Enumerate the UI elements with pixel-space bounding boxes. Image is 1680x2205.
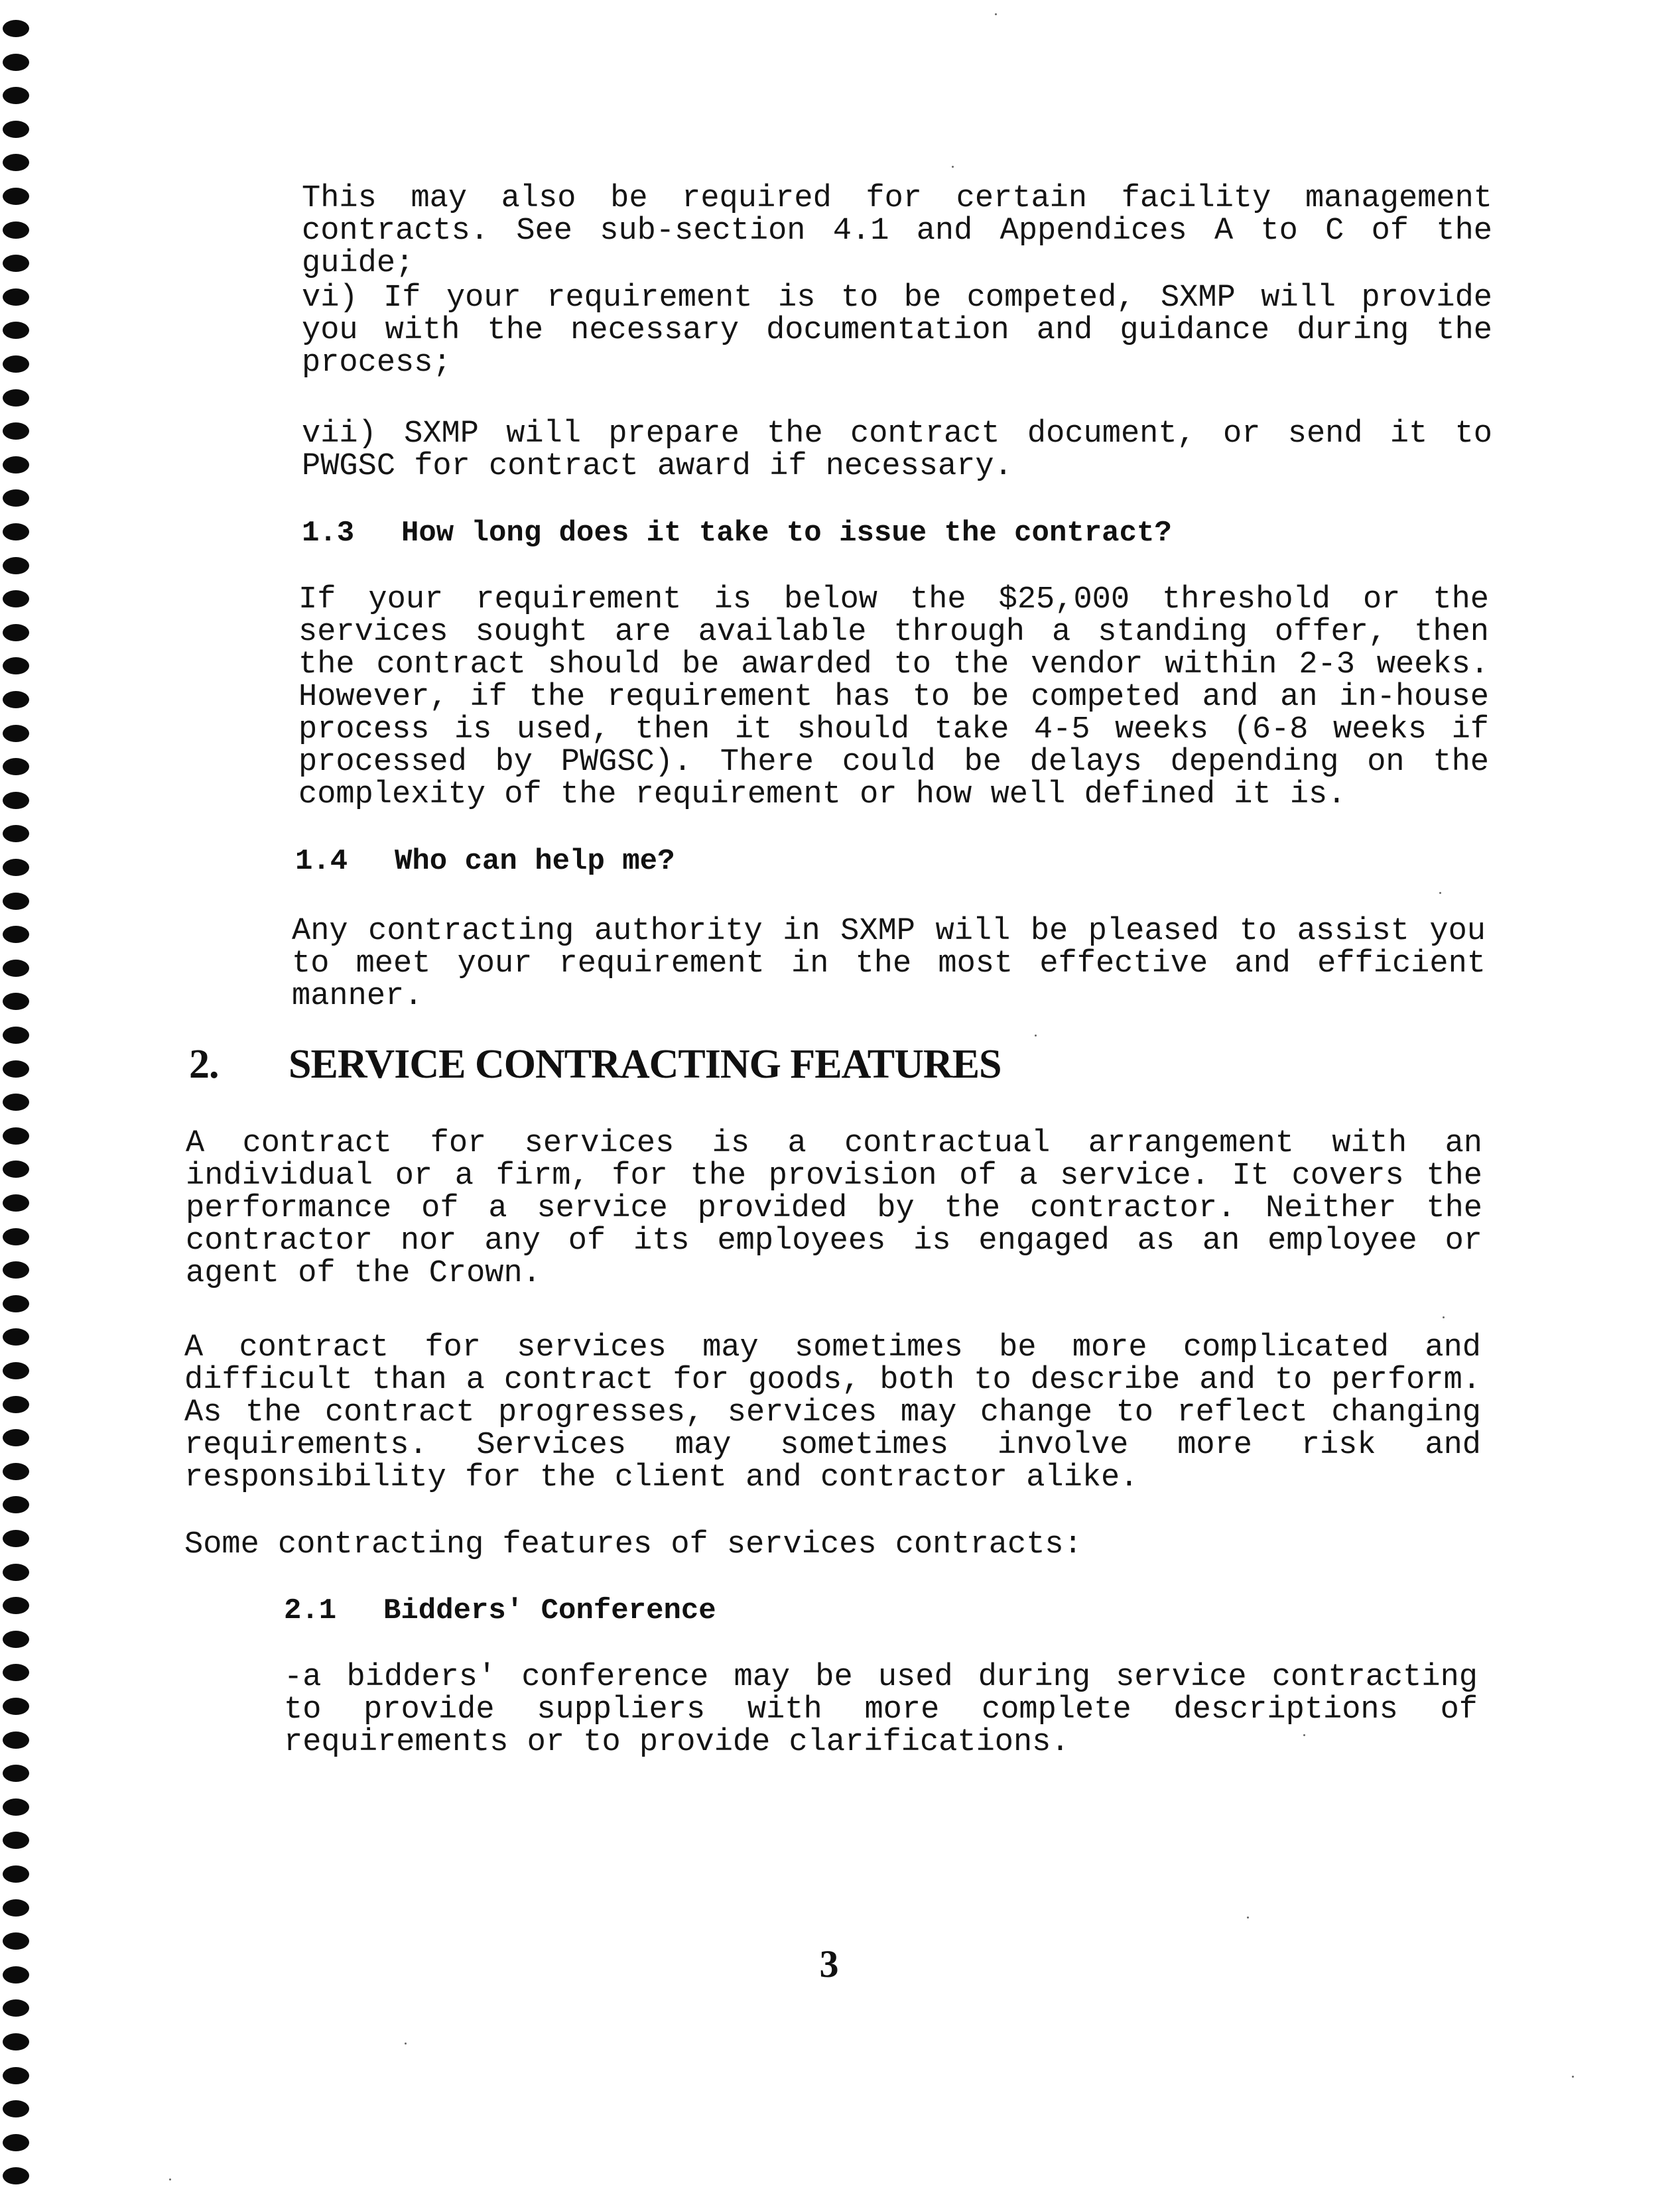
binding-hole <box>3 1631 29 1648</box>
binding-hole <box>3 657 29 674</box>
binding-hole <box>3 87 29 104</box>
scan-speck <box>1247 1917 1249 1919</box>
binding-hole <box>3 825 29 842</box>
binding-hole <box>3 1765 29 1782</box>
binding-hole <box>3 355 29 373</box>
binding-hole <box>3 221 29 239</box>
binding-hole <box>3 2100 29 2117</box>
list-item-vi: vi) If your requirement is to be competed, SXMP will provide you with the necessary documentation and guidance during the process; <box>302 281 1492 381</box>
binding-hole <box>3 2033 29 2050</box>
binding-hole <box>3 1362 29 1379</box>
section-2-1-title: Bidders' Conference <box>383 1594 716 1627</box>
binding-hole <box>3 188 29 205</box>
binding-hole <box>3 1127 29 1145</box>
binding-hole <box>3 389 29 407</box>
binding-hole <box>3 1496 29 1513</box>
binding-hole <box>3 557 29 574</box>
scan-speck <box>952 166 954 168</box>
binding-hole <box>3 1194 29 1212</box>
scan-speck <box>169 2178 171 2180</box>
section-1-3-heading <box>302 517 1172 549</box>
binding-hole <box>3 960 29 977</box>
binding-hole <box>3 422 29 440</box>
binding-hole <box>3 1228 29 1245</box>
binding-hole <box>3 1429 29 1446</box>
binding-hole <box>3 2134 29 2151</box>
binding-hole <box>3 758 29 775</box>
binding-hole <box>3 1396 29 1413</box>
binding-hole <box>3 523 29 540</box>
scan-speck <box>1303 1734 1305 1736</box>
binding-hole <box>3 1798 29 1816</box>
scan-speck <box>1443 1316 1445 1318</box>
binding-hole <box>3 20 29 37</box>
binding-hole <box>3 322 29 339</box>
binding-hole <box>3 1161 29 1178</box>
binding-hole <box>3 1999 29 2017</box>
binding-hole <box>3 893 29 910</box>
binding-hole <box>3 1530 29 1547</box>
binding-hole <box>3 2067 29 2084</box>
scan-speck <box>1572 2076 1574 2078</box>
section-2-heading <box>189 1041 1002 1088</box>
section-1-4-heading <box>295 846 675 877</box>
binding-hole <box>3 1966 29 1984</box>
section-2-1-heading <box>284 1595 716 1627</box>
binding-hole <box>3 1564 29 1581</box>
binding-hole <box>3 792 29 809</box>
binding-hole <box>3 54 29 71</box>
scan-speck <box>1439 892 1441 894</box>
binding-hole <box>3 590 29 607</box>
binding-hole <box>3 255 29 272</box>
binding-hole <box>3 1027 29 1044</box>
spiral-binding <box>0 0 40 2205</box>
binding-hole <box>3 154 29 171</box>
binding-hole <box>3 1261 29 1279</box>
binding-hole <box>3 624 29 641</box>
binding-hole <box>3 725 29 742</box>
section-2-title: SERVICE CONTRACTING FEATURES <box>289 1042 1002 1087</box>
section-1-3-body: If your requirement is below the $25,000 threshold or the services sought are available through a standing offer, then the contract should be awarded to the vendor within 2-3 weeks. However, if the requirement has to be competed and an in-house process is used, then it should take 4-5 weeks (6-8 weeks if processed by PWGSC). There could be delays depending on the complexity of the requirement or how well defined it is. <box>298 582 1489 812</box>
section-1-4-body: Any contracting authority in SXMP will be pleased to assist you to meet your requirement in the most effective and efficient manner. <box>292 914 1486 1014</box>
binding-hole <box>3 2167 29 2184</box>
section-1-4-number: 1.4 <box>295 845 348 878</box>
binding-hole <box>3 288 29 306</box>
scan-speck <box>405 2043 407 2045</box>
binding-hole <box>3 1832 29 1849</box>
binding-hole <box>3 1295 29 1312</box>
binding-hole <box>3 121 29 138</box>
section-2-1-number: 2.1 <box>284 1594 337 1627</box>
binding-hole <box>3 993 29 1010</box>
binding-hole <box>3 691 29 708</box>
binding-hole <box>3 456 29 473</box>
binding-hole <box>3 926 29 943</box>
continuation-paragraph: This may also be required for certain facility management contracts. See sub-section 4.1 and Appendices A to C of the guide; <box>302 181 1492 281</box>
list-item-vii: vii) SXMP will prepare the contract document, or send it to PWGSC for contract award if necessary. <box>302 416 1492 484</box>
section-2-1-body: -a bidders' conference may be used during service contracting to provide suppliers with more complete descriptions of requirements or to provide clarifications. <box>284 1660 1478 1760</box>
section-1-3-title: How long does it take to issue the contract? <box>401 517 1172 550</box>
binding-hole <box>3 1060 29 1078</box>
section-1-3-number: 1.3 <box>302 517 355 550</box>
section-2-intro: Some contracting features of services contracts: <box>184 1527 1082 1562</box>
binding-hole <box>3 1664 29 1681</box>
section-2-paragraph-1: A contract for services is a contractual arrangement with an individual or a firm, for the provision of a service. It covers the performance of a service provided by the contractor. Neither the contractor nor any of its employees is engaged as an employee or agent of the Crown. <box>186 1126 1482 1291</box>
binding-hole <box>3 1865 29 1883</box>
page-number: 3 <box>819 1942 839 1985</box>
binding-hole <box>3 1328 29 1346</box>
binding-hole <box>3 1094 29 1111</box>
binding-hole <box>3 1899 29 1917</box>
section-1-4-title: Who can help me? <box>395 845 675 878</box>
section-2-number: 2. <box>189 1042 219 1087</box>
section-2-paragraph-2: A contract for services may sometimes be more complicated and difficult than a contract for goods, both to describe and to perform. As the contract progresses, services may change to reflect changing requirements. Services may sometimes involve more risk and responsibility for the client and contractor alike. <box>184 1330 1481 1495</box>
scan-speck <box>995 13 997 15</box>
scan-speck <box>1035 1035 1037 1037</box>
binding-hole <box>3 1732 29 1749</box>
binding-hole <box>3 1463 29 1480</box>
binding-hole <box>3 489 29 507</box>
binding-hole <box>3 1698 29 1715</box>
binding-hole <box>3 1597 29 1614</box>
binding-hole <box>3 859 29 876</box>
binding-hole <box>3 1932 29 1950</box>
